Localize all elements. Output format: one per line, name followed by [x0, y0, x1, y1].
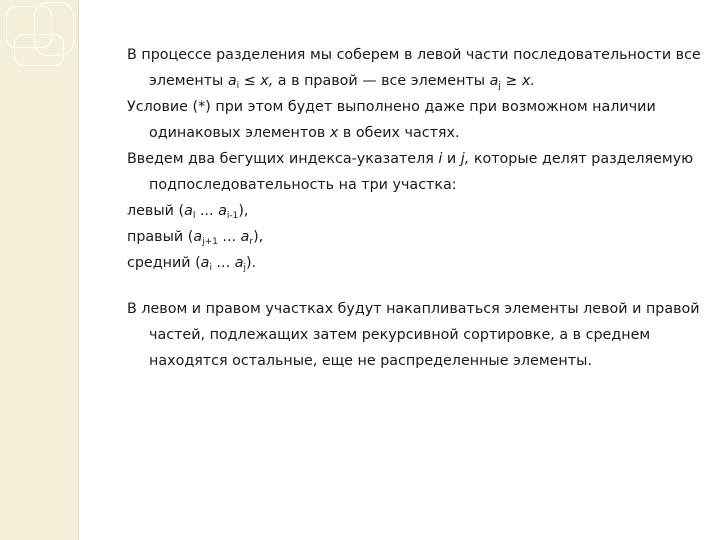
math-var: x — [329, 125, 339, 141]
text: которые делят разделяемую подпоследовательность на три участка: — [149, 151, 694, 193]
text: в обеих частях. — [338, 125, 460, 141]
text: левый ( — [127, 203, 185, 219]
text: ... — [217, 229, 241, 245]
math-operator: ≤ — [239, 73, 261, 89]
text: ... — [211, 255, 235, 271]
paragraph-right-segment — [127, 224, 707, 250]
math-var: a — [489, 73, 499, 89]
paragraph-condition — [127, 94, 707, 146]
text: В процессе разделения мы соберем в левой части последовательности все элементы — [127, 47, 701, 89]
math-var: x, — [260, 73, 274, 89]
math-subscript: i — [236, 81, 240, 91]
paragraph-indices — [127, 146, 707, 198]
math-var: a — [227, 73, 237, 89]
math-var: a — [184, 203, 193, 219]
math-var: j, — [460, 151, 470, 167]
math-var: x. — [521, 73, 535, 89]
paragraph-middle-segment — [127, 250, 707, 276]
math-subscript: i-1 — [226, 211, 239, 221]
math-var: a — [240, 229, 250, 245]
text: и — [442, 151, 461, 167]
math-subscript: l — [192, 211, 196, 221]
text: средний ( — [127, 255, 201, 271]
slide-body — [127, 42, 707, 374]
math-var: i — [438, 151, 443, 167]
text: ), — [238, 203, 249, 219]
math-var: a — [193, 229, 203, 245]
text: а в правой — все элементы — [273, 73, 490, 89]
text: правый ( — [127, 229, 194, 245]
text: Условие (*) при этом будет выполнено даже при возможном наличии одинаковых элементов — [127, 99, 656, 141]
math-var: a — [234, 255, 244, 271]
decorative-side-strip — [0, 0, 79, 540]
paragraph-partition-goal — [127, 42, 707, 94]
math-var: a — [200, 255, 210, 271]
math-var: a — [218, 203, 227, 219]
text: ... — [195, 203, 219, 219]
decorative-swirl — [14, 34, 64, 66]
math-subscript: j — [498, 81, 501, 91]
math-subscript: r — [249, 237, 254, 247]
paragraph-accumulation: В левом и правом участках будут накапливаться элементы левой и правой частей, подлежащих затем рекурсивной сортировке, а в среднем находятся остальные, еще не распределенные элементы. — [127, 301, 700, 369]
text: ), — [253, 229, 264, 245]
math-subscript: j+1 — [202, 237, 218, 247]
math-subscript: j — [243, 263, 246, 273]
spacer — [127, 276, 707, 296]
paragraph-left-segment — [127, 198, 707, 224]
math-subscript: i — [209, 263, 212, 273]
math-operator: ≥ — [500, 73, 522, 89]
text: Введем два бегущих индекса-указателя — [127, 151, 439, 167]
text: ). — [245, 255, 257, 271]
